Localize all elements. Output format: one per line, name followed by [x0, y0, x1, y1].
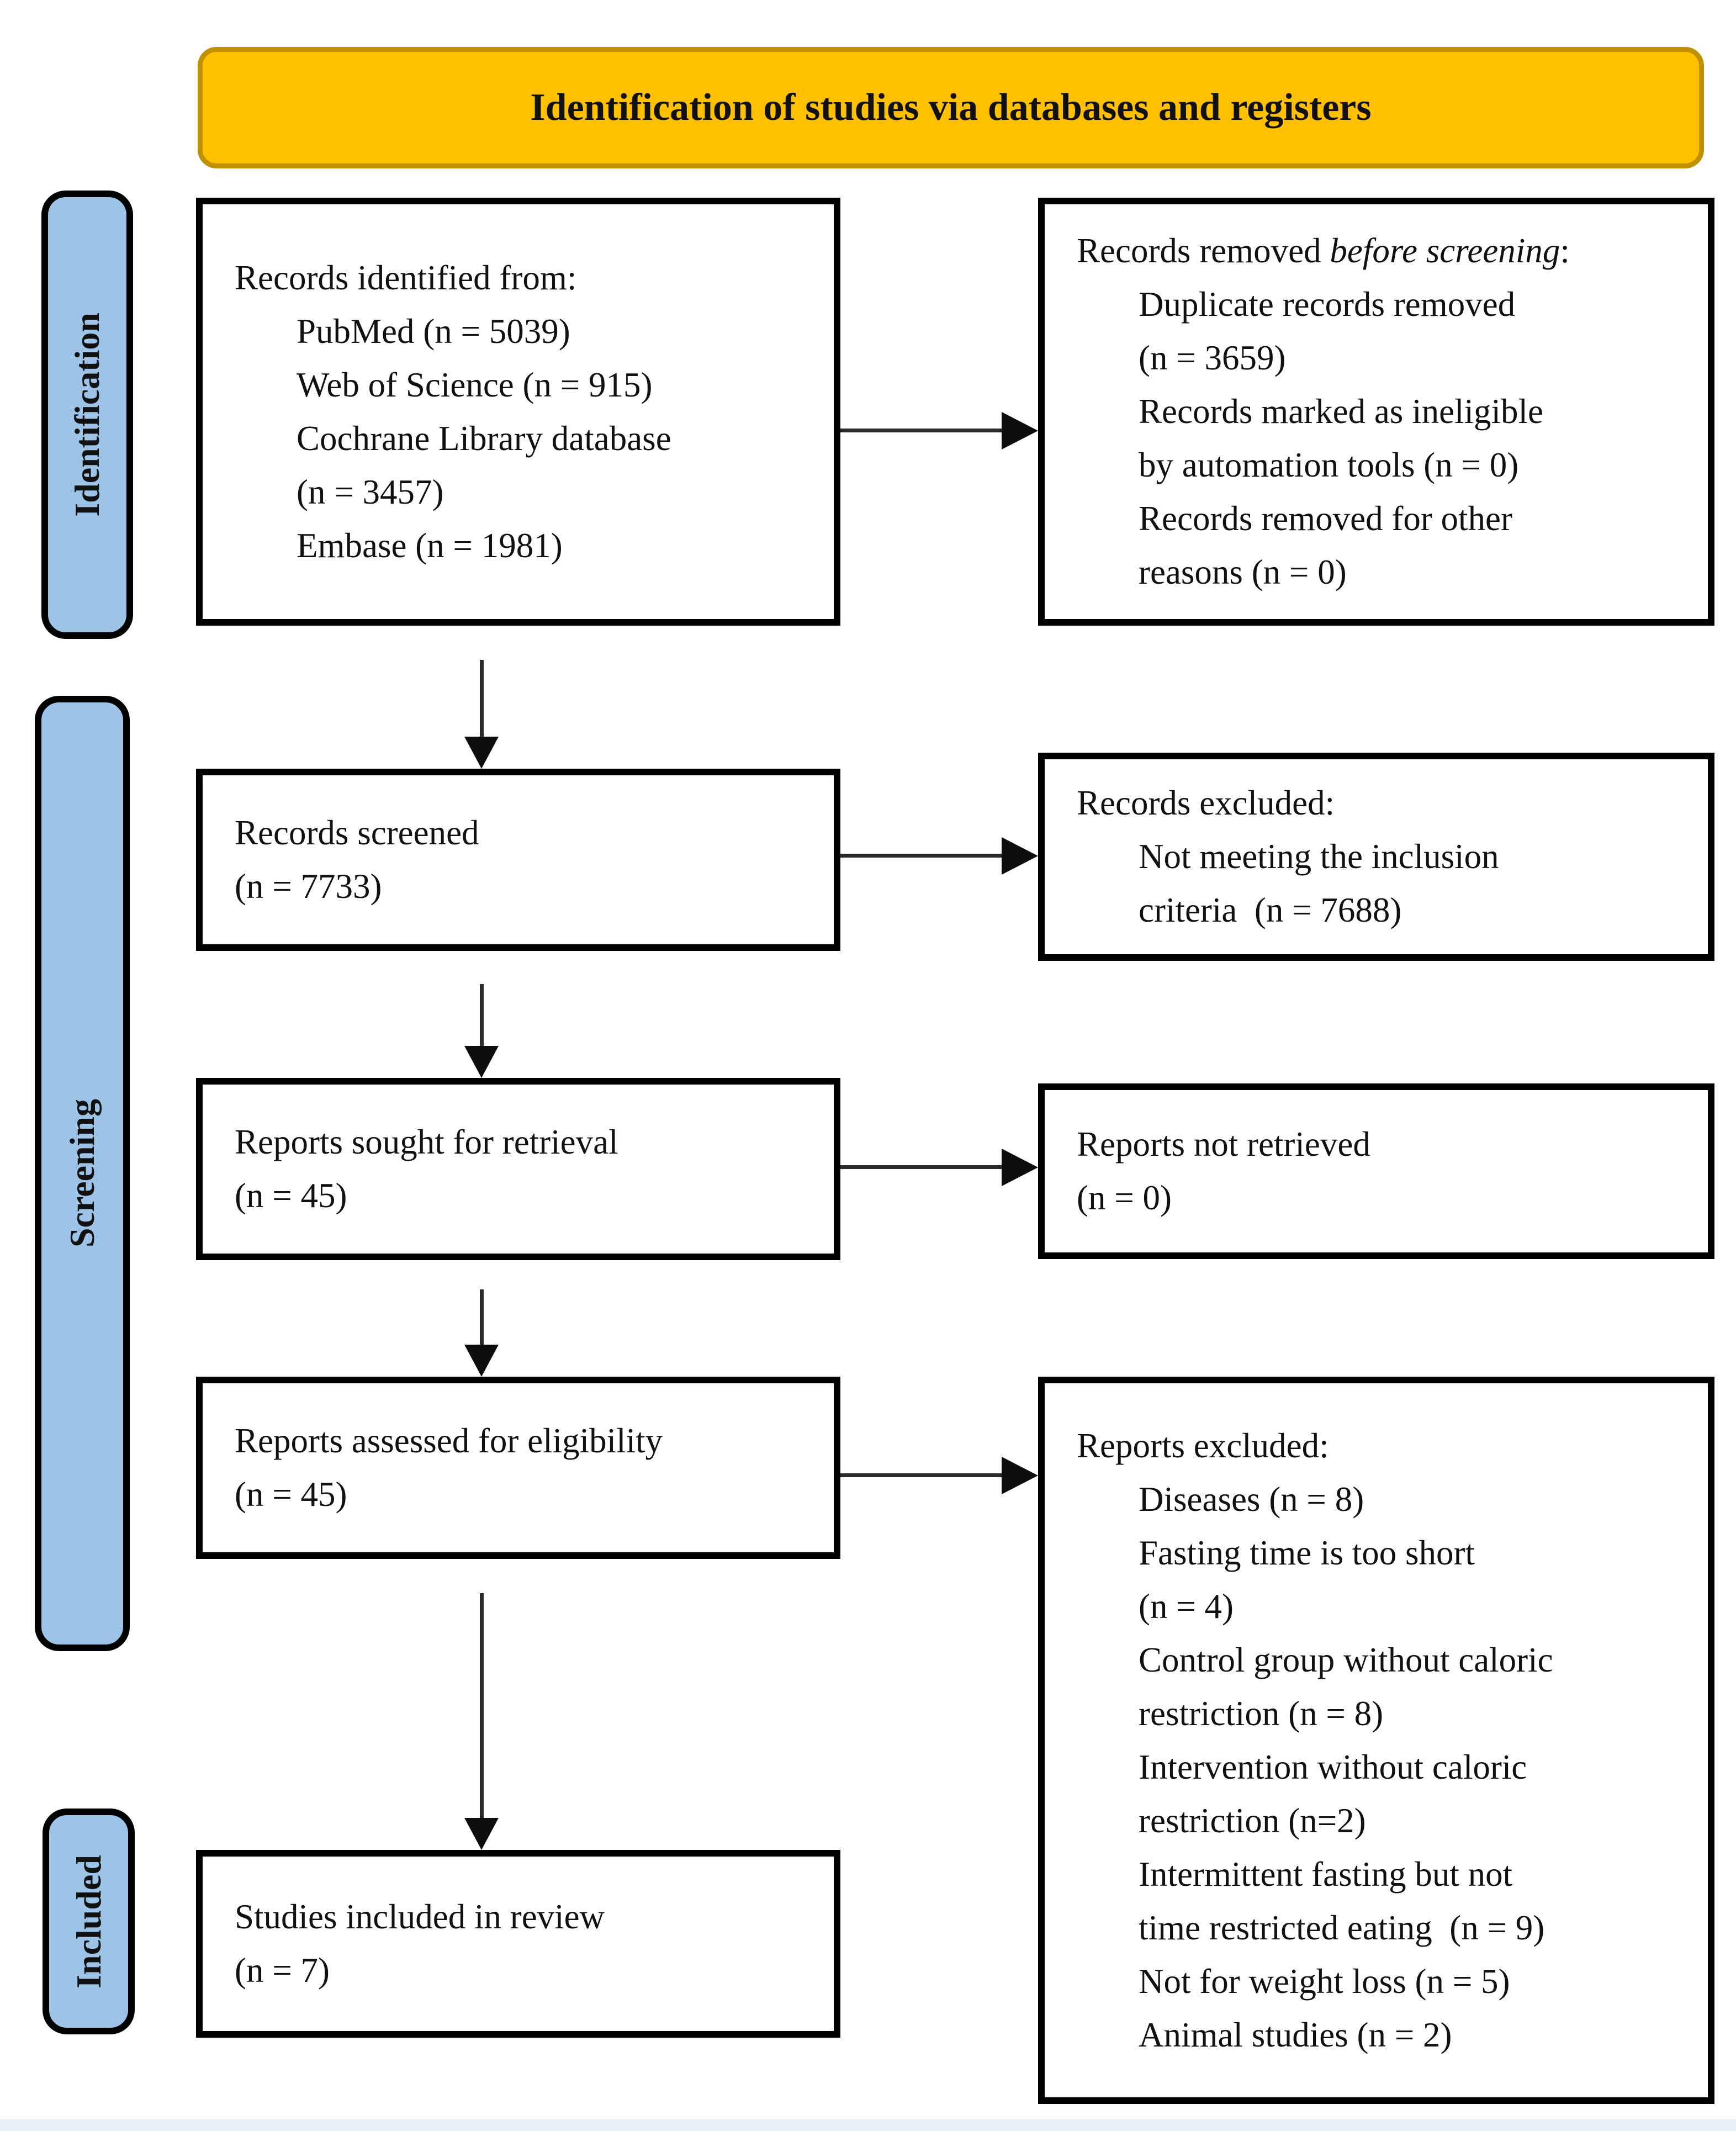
- box-line: Records identified from:: [235, 258, 577, 297]
- box-line: Records marked as ineligible: [1139, 392, 1544, 431]
- box-line: Reports excluded:: [1077, 1426, 1329, 1465]
- box-line: Diseases (n = 8): [1139, 1479, 1364, 1519]
- stage-label-screening-text: Screening: [62, 1099, 102, 1248]
- box-line: Fasting time is too short: [1139, 1533, 1475, 1572]
- box-line: Reports sought for retrieval: [235, 1123, 618, 1161]
- stage-label-identification: [41, 191, 133, 639]
- box-line: (n = 4): [1139, 1587, 1234, 1626]
- banner-title: Identification of studies via databases and registers: [530, 86, 1372, 129]
- box-line: restriction (n=2): [1139, 1801, 1366, 1840]
- box-line: (n = 7733): [235, 867, 382, 906]
- bottom-strip: [0, 2119, 1736, 2131]
- box-line: Reports not retrieved: [1077, 1125, 1370, 1164]
- box-line: by automation tools (n = 0): [1139, 446, 1519, 484]
- box-line: (n = 7): [235, 1951, 330, 1990]
- banner: [198, 47, 1704, 168]
- records-identified-box: [196, 198, 840, 626]
- box-line: Records excluded:: [1077, 784, 1335, 822]
- box-line: reasons (n = 0): [1139, 553, 1347, 591]
- reports-not-retrieved-box: [1038, 1083, 1714, 1259]
- box-line: criteria (n = 7688): [1139, 891, 1402, 929]
- box-line: restriction (n = 8): [1139, 1694, 1384, 1733]
- box-line: Not meeting the inclusion: [1139, 837, 1499, 876]
- box-line: Reports assessed for eligibility: [235, 1421, 663, 1460]
- box-line: Records removed before screening:: [1077, 231, 1570, 270]
- box-line: Studies included in review: [235, 1897, 605, 1936]
- box-line: Embase (n = 1981): [297, 526, 563, 565]
- reports-assessed-box: [196, 1377, 840, 1559]
- stage-label-identification-text: Identification: [67, 313, 107, 517]
- records-screened-box: [196, 769, 840, 951]
- box-line: Records screened: [235, 813, 479, 852]
- box-line: (n = 45): [235, 1176, 347, 1215]
- records-removed-box: [1038, 198, 1714, 626]
- stage-label-included-text: Included: [68, 1854, 108, 1989]
- box-line: PubMed (n = 5039): [297, 311, 570, 351]
- box-line: Intervention without caloric: [1139, 1747, 1527, 1786]
- reports-excluded-box: [1038, 1377, 1714, 2104]
- box-line: Control group without caloric: [1139, 1640, 1553, 1679]
- studies-included-box: [196, 1850, 840, 2038]
- box-line: Web of Science (n = 915): [297, 365, 653, 404]
- box-line: (n = 0): [1077, 1178, 1172, 1217]
- box-line: (n = 45): [235, 1475, 347, 1514]
- box-line: Duplicate records removed: [1139, 285, 1516, 324]
- box-line: Animal studies (n = 2): [1139, 2015, 1452, 2054]
- box-line: Cochrane Library database: [297, 419, 671, 458]
- stage-label-included: [43, 1809, 135, 2034]
- box-line: Intermittent fasting but not: [1139, 1854, 1513, 1894]
- box-line: Not for weight loss (n = 5): [1139, 1961, 1510, 2001]
- stage-label-screening: [35, 696, 130, 1651]
- records-excluded-box: [1038, 753, 1714, 961]
- box-line: time restricted eating (n = 9): [1139, 1908, 1545, 1947]
- reports-sought-box: [196, 1078, 840, 1260]
- box-line: (n = 3659): [1139, 339, 1286, 377]
- box-line: (n = 3457): [297, 472, 444, 511]
- box-line: Records removed for other: [1139, 499, 1513, 538]
